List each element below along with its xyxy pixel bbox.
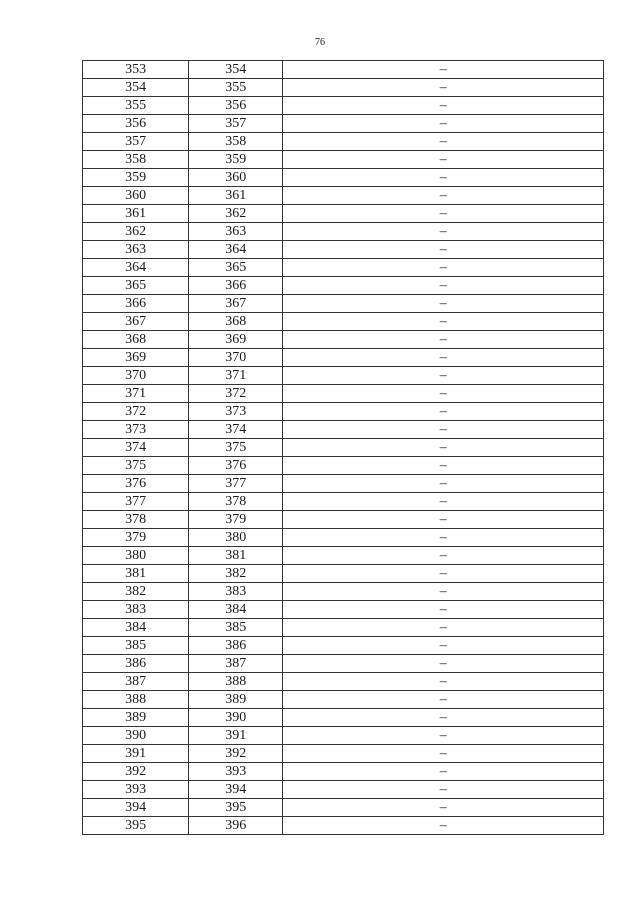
table-row xyxy=(83,241,604,259)
to-cell: 371 xyxy=(189,367,283,385)
from-cell: 353 xyxy=(83,61,189,79)
table-row xyxy=(83,511,604,529)
table-row xyxy=(83,115,604,133)
table-row xyxy=(83,259,604,277)
from-cell: 383 xyxy=(83,601,189,619)
table-row xyxy=(83,187,604,205)
table-row xyxy=(83,277,604,295)
table-row xyxy=(83,475,604,493)
from-cell: 359 xyxy=(83,169,189,187)
value-cell: – xyxy=(283,349,604,367)
from-cell: 365 xyxy=(83,277,189,295)
table-row xyxy=(83,457,604,475)
table-row xyxy=(83,295,604,313)
value-cell: – xyxy=(283,331,604,349)
value-cell: – xyxy=(283,511,604,529)
to-cell: 358 xyxy=(189,133,283,151)
to-cell: 364 xyxy=(189,241,283,259)
to-cell: 356 xyxy=(189,97,283,115)
value-cell: – xyxy=(283,385,604,403)
to-cell: 374 xyxy=(189,421,283,439)
to-cell: 362 xyxy=(189,205,283,223)
from-cell: 374 xyxy=(83,439,189,457)
value-cell: – xyxy=(283,187,604,205)
value-cell: – xyxy=(283,763,604,781)
from-cell: 384 xyxy=(83,619,189,637)
value-cell: – xyxy=(283,79,604,97)
table-row xyxy=(83,421,604,439)
table-row xyxy=(83,655,604,673)
from-cell: 377 xyxy=(83,493,189,511)
value-cell: – xyxy=(283,421,604,439)
value-cell: – xyxy=(283,817,604,835)
table-row xyxy=(83,799,604,817)
value-cell: – xyxy=(283,691,604,709)
to-cell: 382 xyxy=(189,565,283,583)
from-cell: 363 xyxy=(83,241,189,259)
value-cell: – xyxy=(283,655,604,673)
from-cell: 393 xyxy=(83,781,189,799)
table-row xyxy=(83,673,604,691)
from-cell: 360 xyxy=(83,187,189,205)
table-row xyxy=(83,565,604,583)
to-cell: 386 xyxy=(189,637,283,655)
value-cell: – xyxy=(283,97,604,115)
from-cell: 379 xyxy=(83,529,189,547)
value-cell: – xyxy=(283,169,604,187)
table-row xyxy=(83,637,604,655)
table-row xyxy=(83,583,604,601)
value-cell: – xyxy=(283,745,604,763)
table-row xyxy=(83,61,604,79)
to-cell: 394 xyxy=(189,781,283,799)
value-cell: – xyxy=(283,277,604,295)
table-row xyxy=(83,133,604,151)
to-cell: 385 xyxy=(189,619,283,637)
to-cell: 361 xyxy=(189,187,283,205)
table-row xyxy=(83,331,604,349)
to-cell: 396 xyxy=(189,817,283,835)
from-cell: 387 xyxy=(83,673,189,691)
from-cell: 385 xyxy=(83,637,189,655)
from-cell: 391 xyxy=(83,745,189,763)
table-row xyxy=(83,169,604,187)
value-cell: – xyxy=(283,673,604,691)
to-cell: 366 xyxy=(189,277,283,295)
from-cell: 362 xyxy=(83,223,189,241)
from-cell: 392 xyxy=(83,763,189,781)
table-row xyxy=(83,367,604,385)
value-cell: – xyxy=(283,493,604,511)
from-cell: 369 xyxy=(83,349,189,367)
table-row xyxy=(83,745,604,763)
table-row xyxy=(83,349,604,367)
to-cell: 373 xyxy=(189,403,283,421)
to-cell: 395 xyxy=(189,799,283,817)
to-cell: 392 xyxy=(189,745,283,763)
to-cell: 365 xyxy=(189,259,283,277)
table-row xyxy=(83,547,604,565)
to-cell: 355 xyxy=(189,79,283,97)
value-cell: – xyxy=(283,259,604,277)
value-cell: – xyxy=(283,583,604,601)
to-cell: 378 xyxy=(189,493,283,511)
from-cell: 390 xyxy=(83,727,189,745)
from-cell: 389 xyxy=(83,709,189,727)
to-cell: 357 xyxy=(189,115,283,133)
value-cell: – xyxy=(283,601,604,619)
table-row xyxy=(83,529,604,547)
table-row xyxy=(83,817,604,835)
to-cell: 375 xyxy=(189,439,283,457)
table-row xyxy=(83,151,604,169)
table-row xyxy=(83,601,604,619)
table-row xyxy=(83,619,604,637)
to-cell: 360 xyxy=(189,169,283,187)
value-cell: – xyxy=(283,115,604,133)
to-cell: 359 xyxy=(189,151,283,169)
from-cell: 386 xyxy=(83,655,189,673)
table-row xyxy=(83,313,604,331)
value-cell: – xyxy=(283,241,604,259)
value-cell: – xyxy=(283,367,604,385)
value-cell: – xyxy=(283,223,604,241)
table-row xyxy=(83,781,604,799)
value-cell: – xyxy=(283,61,604,79)
to-cell: 384 xyxy=(189,601,283,619)
to-cell: 383 xyxy=(189,583,283,601)
from-cell: 378 xyxy=(83,511,189,529)
value-cell: – xyxy=(283,799,604,817)
value-cell: – xyxy=(283,133,604,151)
value-cell: – xyxy=(283,151,604,169)
to-cell: 376 xyxy=(189,457,283,475)
to-cell: 380 xyxy=(189,529,283,547)
to-cell: 393 xyxy=(189,763,283,781)
value-cell: – xyxy=(283,205,604,223)
from-cell: 368 xyxy=(83,331,189,349)
table-row xyxy=(83,79,604,97)
from-cell: 366 xyxy=(83,295,189,313)
from-cell: 358 xyxy=(83,151,189,169)
to-cell: 391 xyxy=(189,727,283,745)
table-row xyxy=(83,97,604,115)
to-cell: 389 xyxy=(189,691,283,709)
from-cell: 354 xyxy=(83,79,189,97)
from-cell: 356 xyxy=(83,115,189,133)
from-cell: 388 xyxy=(83,691,189,709)
table-row xyxy=(83,205,604,223)
to-cell: 387 xyxy=(189,655,283,673)
table-row xyxy=(83,691,604,709)
value-cell: – xyxy=(283,637,604,655)
from-cell: 364 xyxy=(83,259,189,277)
table-row xyxy=(83,763,604,781)
page-number: 76 xyxy=(315,37,325,48)
from-cell: 376 xyxy=(83,475,189,493)
table-row xyxy=(83,385,604,403)
from-cell: 355 xyxy=(83,97,189,115)
value-cell: – xyxy=(283,727,604,745)
to-cell: 377 xyxy=(189,475,283,493)
from-cell: 375 xyxy=(83,457,189,475)
value-cell: – xyxy=(283,439,604,457)
from-cell: 357 xyxy=(83,133,189,151)
value-cell: – xyxy=(283,547,604,565)
to-cell: 368 xyxy=(189,313,283,331)
from-cell: 367 xyxy=(83,313,189,331)
to-cell: 369 xyxy=(189,331,283,349)
table-row xyxy=(83,727,604,745)
value-cell: – xyxy=(283,781,604,799)
from-cell: 372 xyxy=(83,403,189,421)
from-cell: 394 xyxy=(83,799,189,817)
from-cell: 373 xyxy=(83,421,189,439)
from-cell: 370 xyxy=(83,367,189,385)
from-cell: 371 xyxy=(83,385,189,403)
value-cell: – xyxy=(283,403,604,421)
value-cell: – xyxy=(283,313,604,331)
value-cell: – xyxy=(283,295,604,313)
from-cell: 381 xyxy=(83,565,189,583)
to-cell: 388 xyxy=(189,673,283,691)
table-row xyxy=(83,709,604,727)
value-cell: – xyxy=(283,619,604,637)
to-cell: 370 xyxy=(189,349,283,367)
to-cell: 367 xyxy=(189,295,283,313)
to-cell: 379 xyxy=(189,511,283,529)
to-cell: 390 xyxy=(189,709,283,727)
value-cell: – xyxy=(283,709,604,727)
to-cell: 381 xyxy=(189,547,283,565)
from-cell: 380 xyxy=(83,547,189,565)
to-cell: 363 xyxy=(189,223,283,241)
from-cell: 361 xyxy=(83,205,189,223)
table-row xyxy=(83,439,604,457)
table-row xyxy=(83,403,604,421)
table-row xyxy=(83,223,604,241)
value-cell: – xyxy=(283,529,604,547)
table-row xyxy=(83,493,604,511)
from-cell: 395 xyxy=(83,817,189,835)
table-body xyxy=(83,61,604,835)
value-cell: – xyxy=(283,565,604,583)
value-cell: – xyxy=(283,457,604,475)
data-table xyxy=(82,60,604,835)
to-cell: 372 xyxy=(189,385,283,403)
value-cell: – xyxy=(283,475,604,493)
to-cell: 354 xyxy=(189,61,283,79)
from-cell: 382 xyxy=(83,583,189,601)
